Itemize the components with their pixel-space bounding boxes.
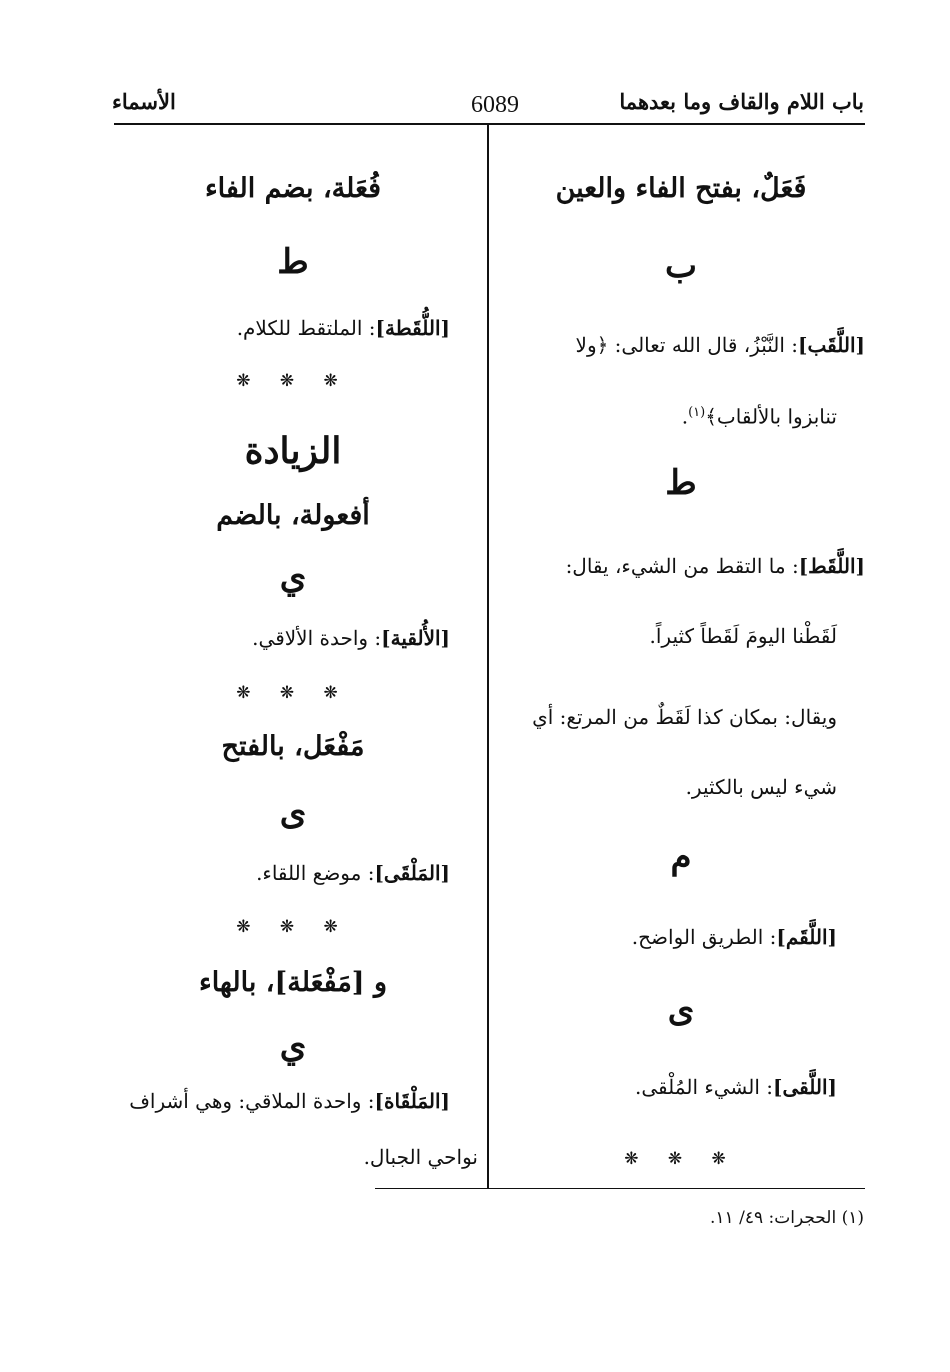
headword: [الأُلقية] — [381, 626, 450, 650]
entry-laqam — [497, 913, 865, 961]
letter-heading: ط — [665, 463, 697, 503]
entry-laqat-example: ويقال: بمكان كذا لَقَطٌ من المرتع: أي — [532, 705, 837, 729]
section-title: مَفْعَل، بالفتح — [221, 731, 365, 762]
letter-heading: ط — [277, 242, 309, 282]
definition: : النَّبْزُ، قال الله تعالى: ﴿ولا — [575, 333, 799, 357]
part-title: الزيادة — [244, 430, 342, 472]
entry-laqab-continued — [497, 389, 865, 437]
definition: تنابزوا بالألقاب﴾ — [705, 404, 837, 429]
section-title: أفعولة، بالضم — [216, 500, 370, 531]
section-separator: ❋ ❋ ❋ — [624, 1149, 738, 1169]
section-title: فُعَلة، بضم الفاء — [204, 173, 382, 204]
letter-heading: ى — [667, 990, 695, 1030]
entry-luqata — [108, 304, 478, 352]
left-column — [108, 125, 478, 1187]
headword: [اللُّقَطة] — [375, 316, 450, 340]
entry-laqa — [497, 1063, 865, 1111]
footnote-rule — [375, 1188, 865, 1189]
letter-heading: ى — [279, 793, 307, 833]
entry-laqat-continued: لَقَطْنا اليومَ لَقَطاً كثيراً. — [649, 624, 837, 648]
entry-malqat — [108, 1077, 478, 1125]
entry-malqat-continued: نواحي الجبال. — [363, 1145, 478, 1169]
footnote: (١) الحجرات: ٤٩/ ١١. — [710, 1208, 864, 1228]
section-separator: ❋ ❋ ❋ — [236, 917, 350, 937]
definition: : الطريق الواضح. — [631, 925, 777, 949]
letter-heading: م — [670, 837, 692, 877]
entry-malqa — [108, 849, 478, 897]
section-title: و [مَفْعَلة]، بالهاء — [199, 967, 387, 998]
punctuation: . — [681, 404, 689, 429]
letter-heading: ي — [279, 557, 307, 597]
letter-heading: ي — [279, 1026, 307, 1066]
column-divider — [487, 125, 489, 1189]
entry-laqab — [497, 321, 865, 369]
headword: [المَلْقَى] — [374, 861, 450, 885]
definition: : موضع اللقاء. — [256, 861, 375, 885]
headword: [اللَّقى] — [773, 1075, 837, 1099]
footnote-reference: (١) — [688, 405, 706, 420]
letter-heading: ب — [664, 246, 697, 286]
section-separator: ❋ ❋ ❋ — [236, 371, 350, 391]
section-separator: ❋ ❋ ❋ — [236, 683, 350, 703]
definition: : ما التقط من الشيء، يقال: — [565, 554, 799, 578]
definition: : واحدة الملاقي: وهي أشراف — [129, 1089, 375, 1113]
headword: [اللَّقَط] — [798, 554, 865, 578]
right-column — [497, 125, 865, 1187]
entry-ulqiya — [108, 614, 478, 662]
headword: [اللَّقَم] — [776, 925, 837, 949]
entry-laqat-example-continued: شيء ليس بالكثير. — [685, 775, 837, 799]
running-header-section: الأسماء — [112, 89, 176, 114]
definition: : الملتقط للكلام. — [236, 316, 376, 340]
page-number: 6089 — [471, 92, 519, 118]
section-title: فَعَلٌ، بفتح الفاء والعين — [555, 173, 807, 204]
entry-laqat — [497, 542, 865, 590]
running-header-chapter: باب اللام والقاف وما بعدهما — [619, 89, 864, 114]
headword: [المَلْقَاة] — [374, 1089, 450, 1113]
definition: : واحدة الألاقي. — [252, 626, 382, 650]
headword: [اللَّقَب] — [798, 333, 865, 357]
definition: : الشيء المُلْقى. — [635, 1075, 774, 1099]
